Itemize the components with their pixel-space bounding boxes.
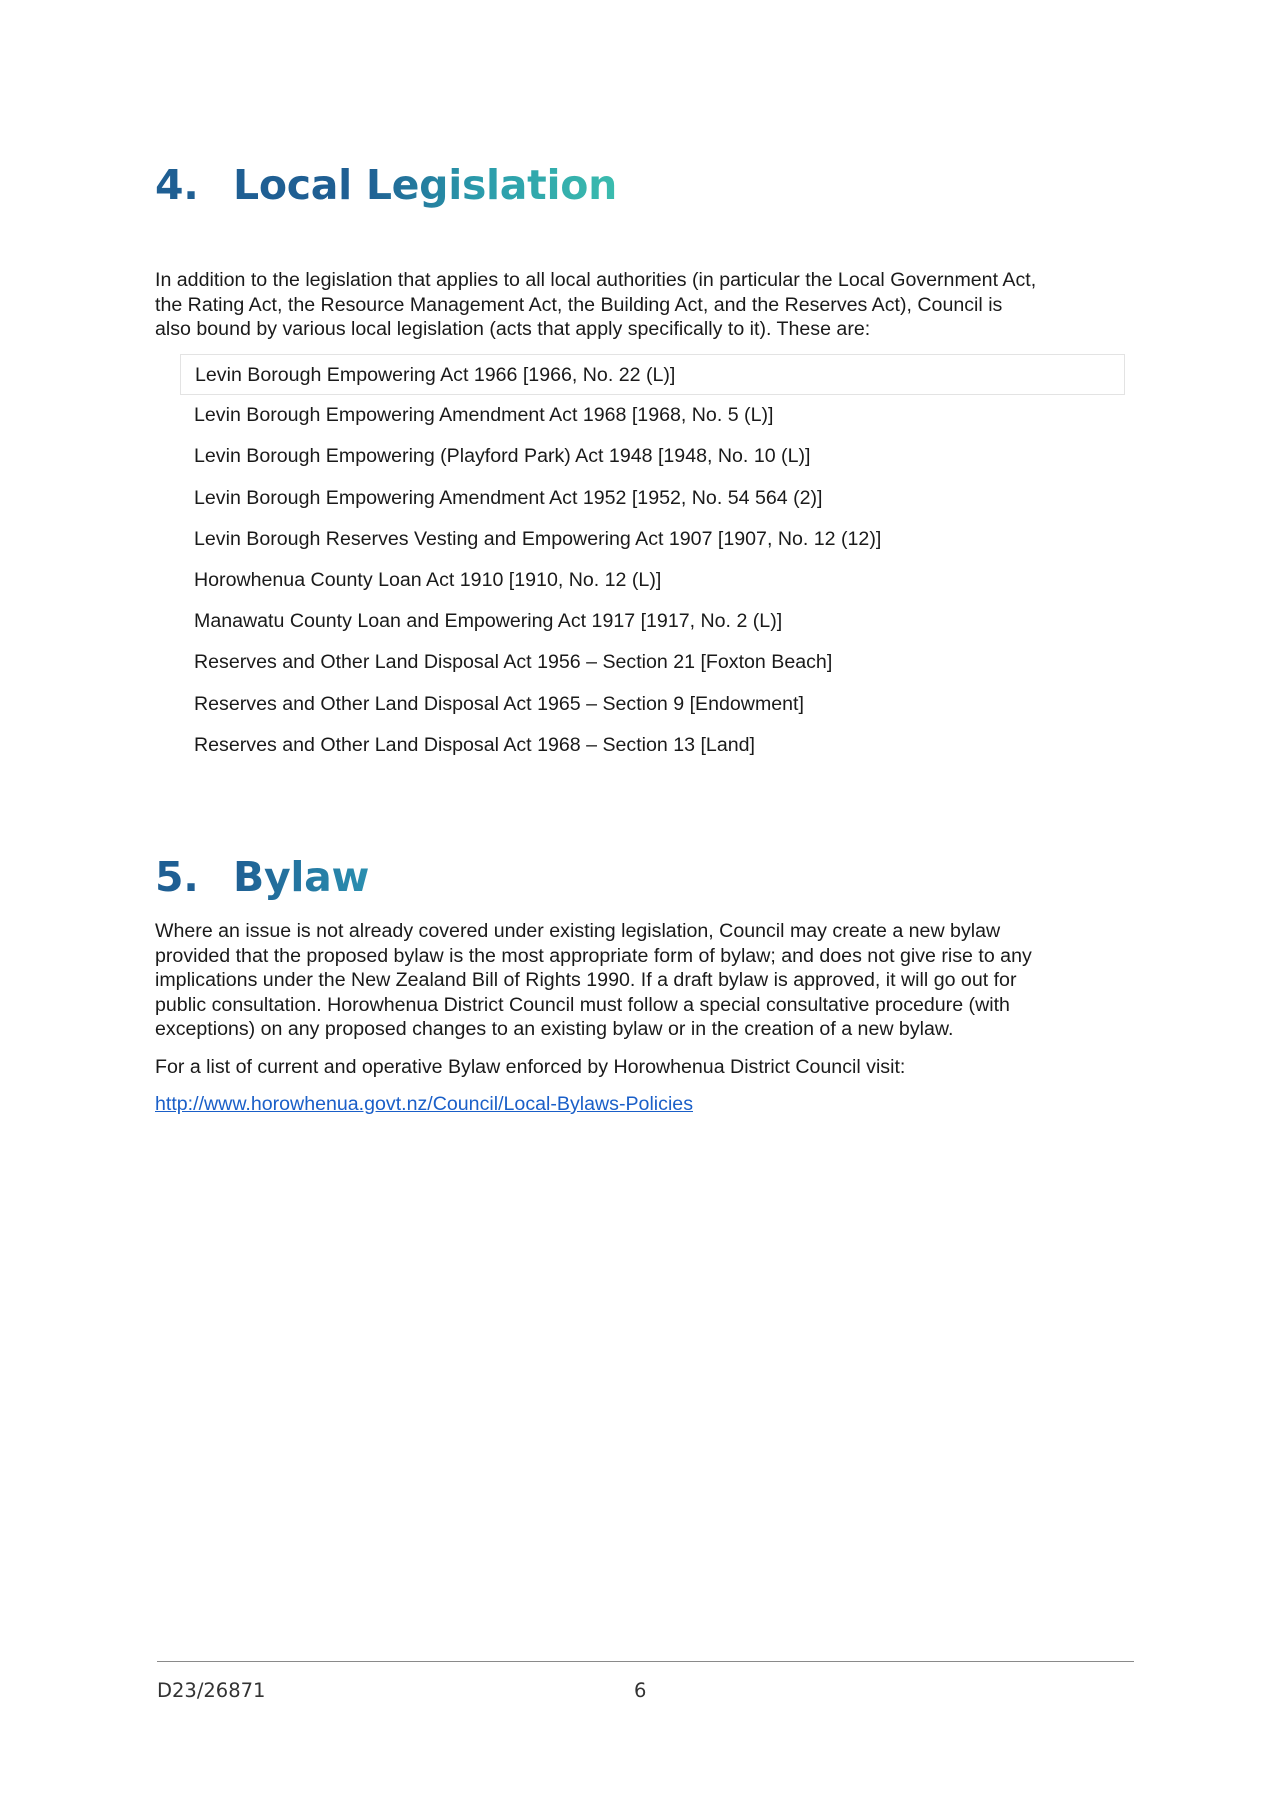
act-list-item: Reserves and Other Land Disposal Act 1968 – Section 13 [Land] bbox=[194, 733, 755, 756]
section-4-intro bbox=[155, 268, 1125, 342]
act-list-item: Levin Borough Empowering Amendment Act 1952 [1952, No. 54 564 (2)] bbox=[194, 486, 823, 509]
act-list-item: Levin Borough Reserves Vesting and Empowering Act 1907 [1907, No. 12 (12)] bbox=[194, 527, 882, 550]
bylaw-paragraph-line: exceptions) on any proposed changes to an existing bylaw or in the creation of a new bylaw. bbox=[155, 1018, 954, 1040]
bylaw-policies-link[interactable]: http://www.horowhenua.govt.nz/Council/Local-Bylaws-Policies bbox=[155, 1093, 693, 1115]
bylaw-paragraph bbox=[155, 919, 1125, 1042]
local-acts-list bbox=[180, 354, 1125, 766]
section-5-number: 5. bbox=[155, 853, 199, 901]
act-list-item: Manawatu County Loan and Empowering Act 1917 [1917, No. 2 (L)] bbox=[194, 610, 783, 633]
bylaw-paragraph-line: implications under the New Zealand Bill of Rights 1990. If a draft bylaw is approved, it will go out for bbox=[155, 969, 1017, 991]
section-4-title-word-1: Local bbox=[233, 161, 352, 209]
act-list-item: Horowhenua County Loan Act 1910 [1910, No. 12 (L)] bbox=[194, 568, 662, 591]
footer-page-number: 6 bbox=[634, 1679, 647, 1702]
act-list-item: Reserves and Other Land Disposal Act 1956 – Section 21 [Foxton Beach] bbox=[194, 651, 833, 674]
bylaw-paragraph-line: public consultation. Horowhenua District Council must follow a special consultative procedure (with bbox=[155, 993, 1010, 1016]
section-4-title-word-2: Legislation bbox=[365, 161, 617, 209]
section-5-heading bbox=[155, 852, 369, 902]
intro-line: also bound by various local legislation (acts that apply specifically to it). These are: bbox=[155, 318, 871, 340]
section-4-heading bbox=[155, 160, 617, 210]
act-list-item: Reserves and Other Land Disposal Act 1965 – Section 9 [Endowment] bbox=[194, 692, 804, 715]
intro-line: the Rating Act, the Resource Management Act, the Building Act, and the Reserves Act), Council is bbox=[155, 293, 1003, 316]
footer-document-reference: D23/26871 bbox=[157, 1679, 266, 1702]
act-list-item: Levin Borough Empowering Act 1966 [1966, No. 22 (L)] bbox=[180, 354, 1125, 395]
intro-line: In addition to the legislation that applies to all local authorities (in particular the Local Government Act, bbox=[155, 269, 1037, 291]
act-list-item: Levin Borough Empowering (Playford Park) Act 1948 [1948, No. 10 (L)] bbox=[194, 445, 811, 468]
act-list-item: Levin Borough Empowering Amendment Act 1968 [1968, No. 5 (L)] bbox=[194, 404, 774, 427]
section-5-title: Bylaw bbox=[233, 853, 370, 901]
section-4-number: 4. bbox=[155, 161, 199, 209]
bylaw-paragraph-line: Where an issue is not already covered under existing legislation, Council may create a new bylaw bbox=[155, 920, 1001, 942]
footer-divider bbox=[157, 1661, 1134, 1662]
bylaw-paragraph-line: provided that the proposed bylaw is the most appropriate form of bylaw; and does not give rise to any bbox=[155, 944, 1032, 967]
bylaw-list-text: For a list of current and operative Bylaw enforced by Horowhenua District Council visit: bbox=[155, 1056, 906, 1078]
